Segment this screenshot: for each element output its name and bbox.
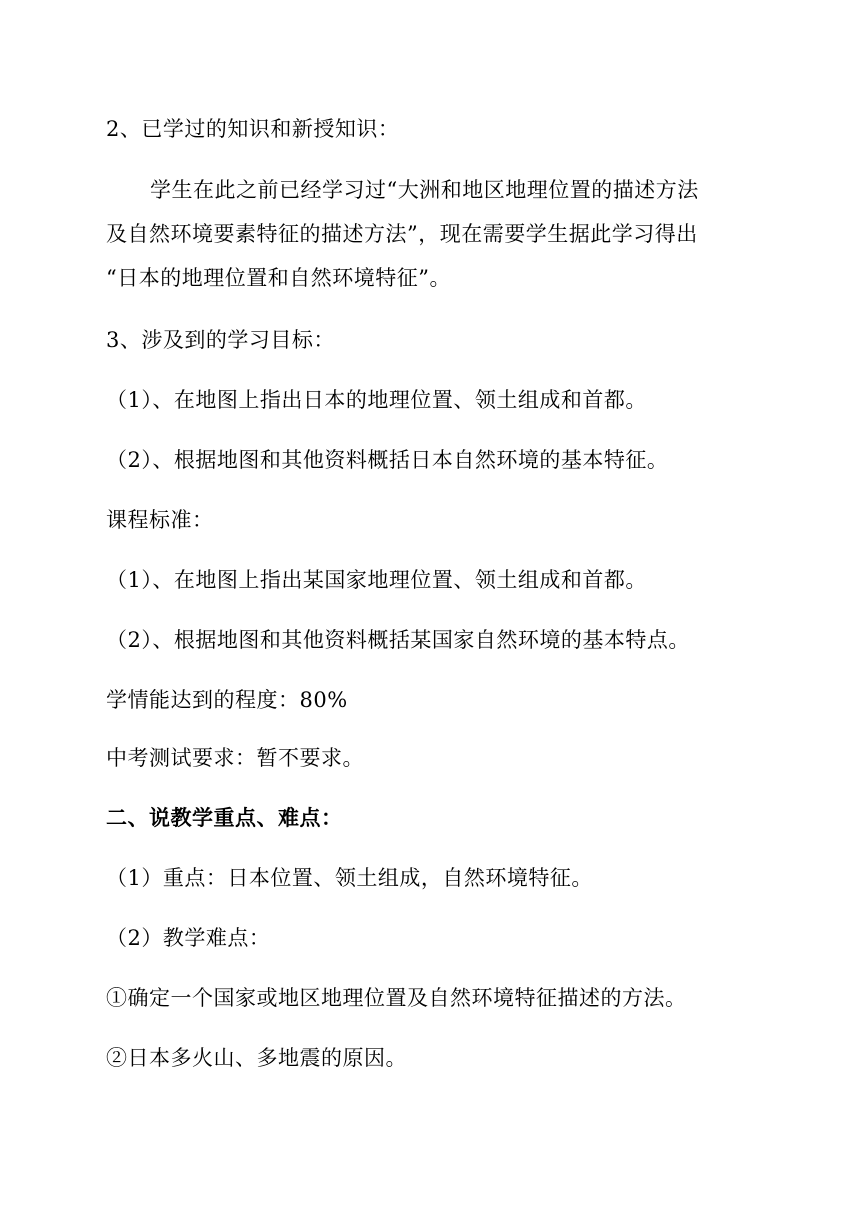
heading-learning-goals: 3、涉及到的学习目标： xyxy=(106,328,335,352)
difficulty-item-2: ②日本多火山、多地震的原因。 xyxy=(106,1046,407,1070)
student-level-line: 学情能达到的程度：80% xyxy=(106,688,348,712)
key-point-item: （1）重点：日本位置、领土组成，自然环境特征。 xyxy=(106,866,593,890)
difficulty-item-1: ①确定一个国家或地区地理位置及自然环境特征描述的方法。 xyxy=(106,986,687,1010)
difficulty-heading: （2）教学难点： xyxy=(106,926,271,950)
paragraph-line-1: 学生在此之前已经学习过“大洲和地区地理位置的描述方法 xyxy=(150,178,699,202)
heading-prior-knowledge: 2、已学过的知识和新授知识： xyxy=(106,117,400,141)
exam-requirement-line: 中考测试要求：暂不要求。 xyxy=(106,746,364,770)
paragraph-line-2: 及自然环境要素特征的描述方法”，现在需要学生据此学习得出 xyxy=(106,222,698,246)
goal-item-1: （1）、在地图上指出日本的地理位置、领土组成和首都。 xyxy=(106,388,647,412)
goal-item-2: （2）、根据地图和其他资料概括日本自然环境的基本特征。 xyxy=(106,448,669,472)
standard-item-1: （1）、在地图上指出某国家地理位置、领土组成和首都。 xyxy=(106,568,647,592)
heading-key-points: 二、说教学重点、难点： xyxy=(106,805,343,830)
paragraph-line-3: “日本的地理位置和自然环境特征”。 xyxy=(106,266,451,290)
heading-curriculum-standard: 课程标准： xyxy=(106,508,214,532)
standard-item-2: （2）、根据地图和其他资料概括某国家自然环境的基本特点。 xyxy=(106,628,690,652)
